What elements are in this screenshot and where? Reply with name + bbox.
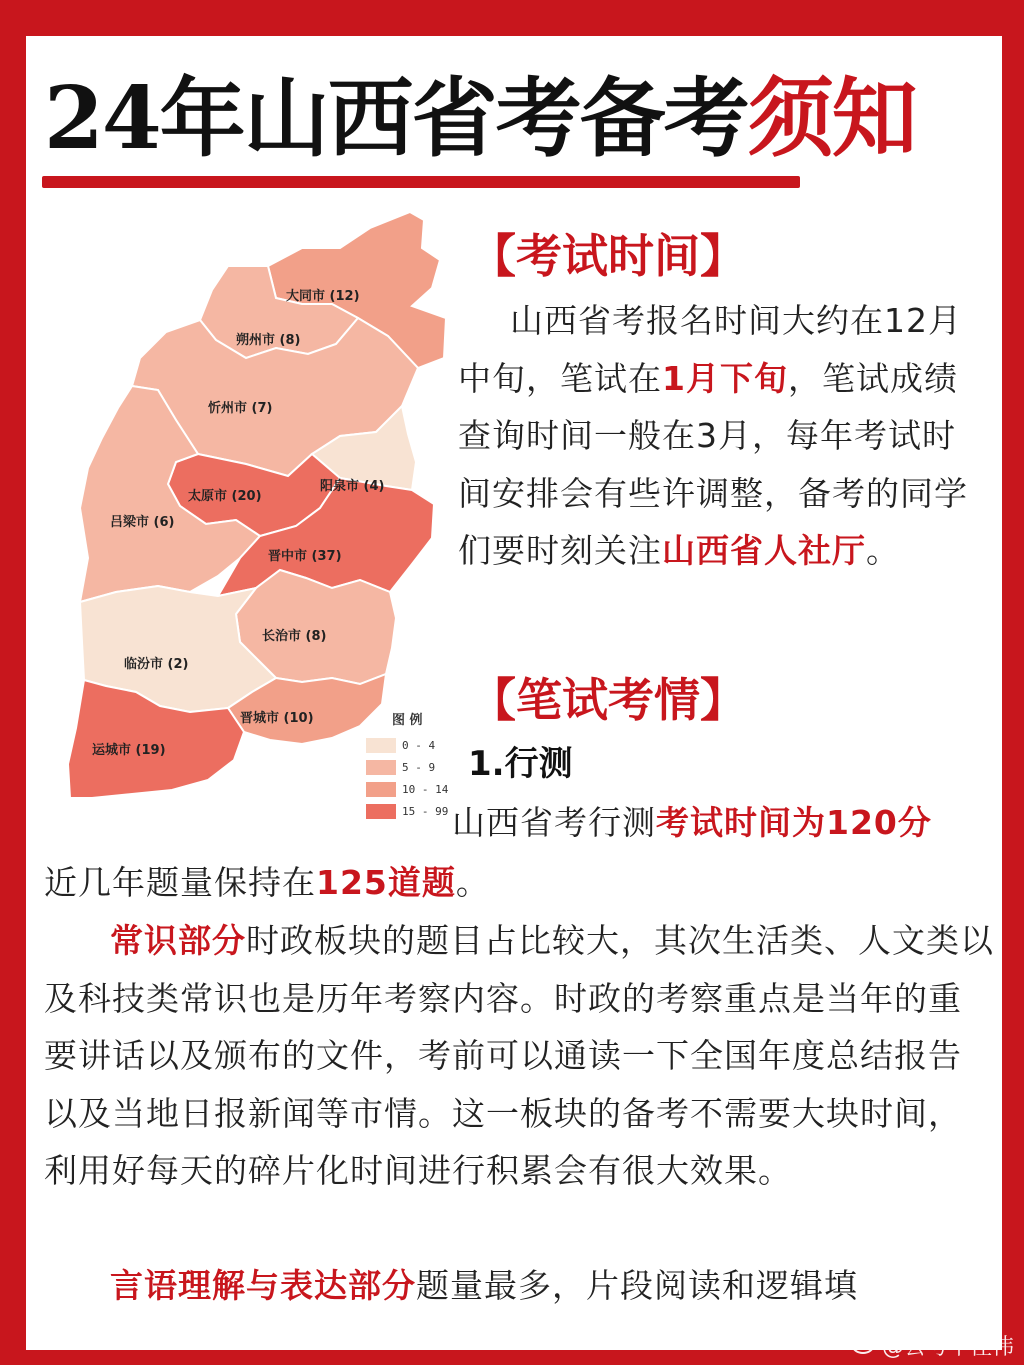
common-knowledge-highlight: 常识部分: [110, 921, 246, 960]
legend-swatch-1: [366, 760, 396, 775]
watermark-text: @公考牛佳伟: [881, 1335, 1014, 1360]
xingce-line-1-highlight: 考试时间为120分: [656, 803, 932, 842]
xingce-line-2: [44, 854, 994, 912]
label-yuncheng: 运城市 (19): [92, 743, 166, 758]
label-shuozhou: 朔州市 (8): [236, 333, 301, 348]
legend-swatch-3: [366, 804, 396, 819]
verbal-highlight: 言语理解与表达部分: [110, 1266, 416, 1305]
shanxi-map: [40, 208, 460, 818]
xingce-line-2-text: 近几年题量保持在: [44, 863, 316, 902]
label-jincheng: 晋城市 (10): [240, 711, 314, 726]
exam-time-highlight-1: 1月下旬: [662, 358, 788, 398]
shanxi-map-svg: [40, 208, 460, 818]
page-title: [44, 64, 994, 174]
legend-label-1: 5 - 9: [402, 761, 436, 774]
label-yangquan: 阳泉市 (4): [320, 479, 385, 494]
legend-label-3: 15 - 99: [402, 805, 449, 818]
legend-title: 图 例: [392, 713, 423, 728]
label-datong: 大同市 (12): [286, 289, 360, 304]
xingce-subheading: 1.行测: [468, 744, 573, 784]
verbal-text: 题量最多，片段阅读和逻辑填: [416, 1266, 858, 1305]
exam-time-text: [458, 292, 988, 580]
verbal-paragraph: [44, 1257, 994, 1315]
common-knowledge-text: 时政板块的题目占比较大，其次生活类、人文类以及科技类常识也是历年考察内容。时政的考察重点是当年的重要讲话以及颁布的文件，考前可以通读一下全国年度总结报告以及当地日报新闻等市情。这一板块的备考不需要大块时间，利用好每天的碎片化时间进行积累会有很大效果。: [44, 921, 994, 1190]
xingce-line-1-text: 山西省考行测: [452, 803, 656, 842]
label-linfen: 临汾市 (2): [124, 657, 189, 672]
label-taiyuan: 太原市 (20): [188, 489, 262, 504]
label-lvliang: 吕梁市 (6): [110, 515, 175, 530]
title-main: 24年山西省考备考: [44, 68, 748, 169]
exam-time-text-3: 。: [866, 531, 900, 570]
legend-label-0: 0 - 4: [402, 739, 436, 752]
label-xinzhou: 忻州市 (7): [208, 401, 273, 416]
label-jinzhong: 晋中市 (37): [268, 549, 342, 564]
legend-swatch-2: [366, 782, 396, 797]
exam-time-text-2: ，笔试成绩查询时间一般在3月，每年考试时间安排会有些许调整，备考的同学们要时刻关注: [458, 358, 968, 570]
common-knowledge-paragraph: [44, 912, 994, 1200]
legend-label-2: 10 - 14: [402, 783, 449, 796]
title-highlight: 须知: [747, 68, 916, 169]
legend-swatch-0: [366, 738, 396, 753]
label-changzhi: 长治市 (8): [262, 629, 327, 644]
weibo-watermark: [852, 1333, 1014, 1363]
map-legend: [366, 712, 449, 819]
written-exam-heading: 【笔试考情】: [470, 673, 746, 727]
xingce-line-1: [452, 794, 992, 852]
exam-time-heading: 【考试时间】: [470, 229, 746, 283]
exam-time-text-1: 山西省考报名时间大约在12月中旬，笔试在: [458, 301, 962, 398]
weibo-icon: [852, 1333, 878, 1363]
exam-time-highlight-2: 山西省人社厅: [662, 531, 866, 570]
poster-card: [26, 36, 1002, 1350]
xingce-line-2-end: 。: [455, 863, 490, 902]
title-underline: [42, 176, 800, 188]
xingce-line-2-highlight: 125道题: [316, 863, 456, 902]
